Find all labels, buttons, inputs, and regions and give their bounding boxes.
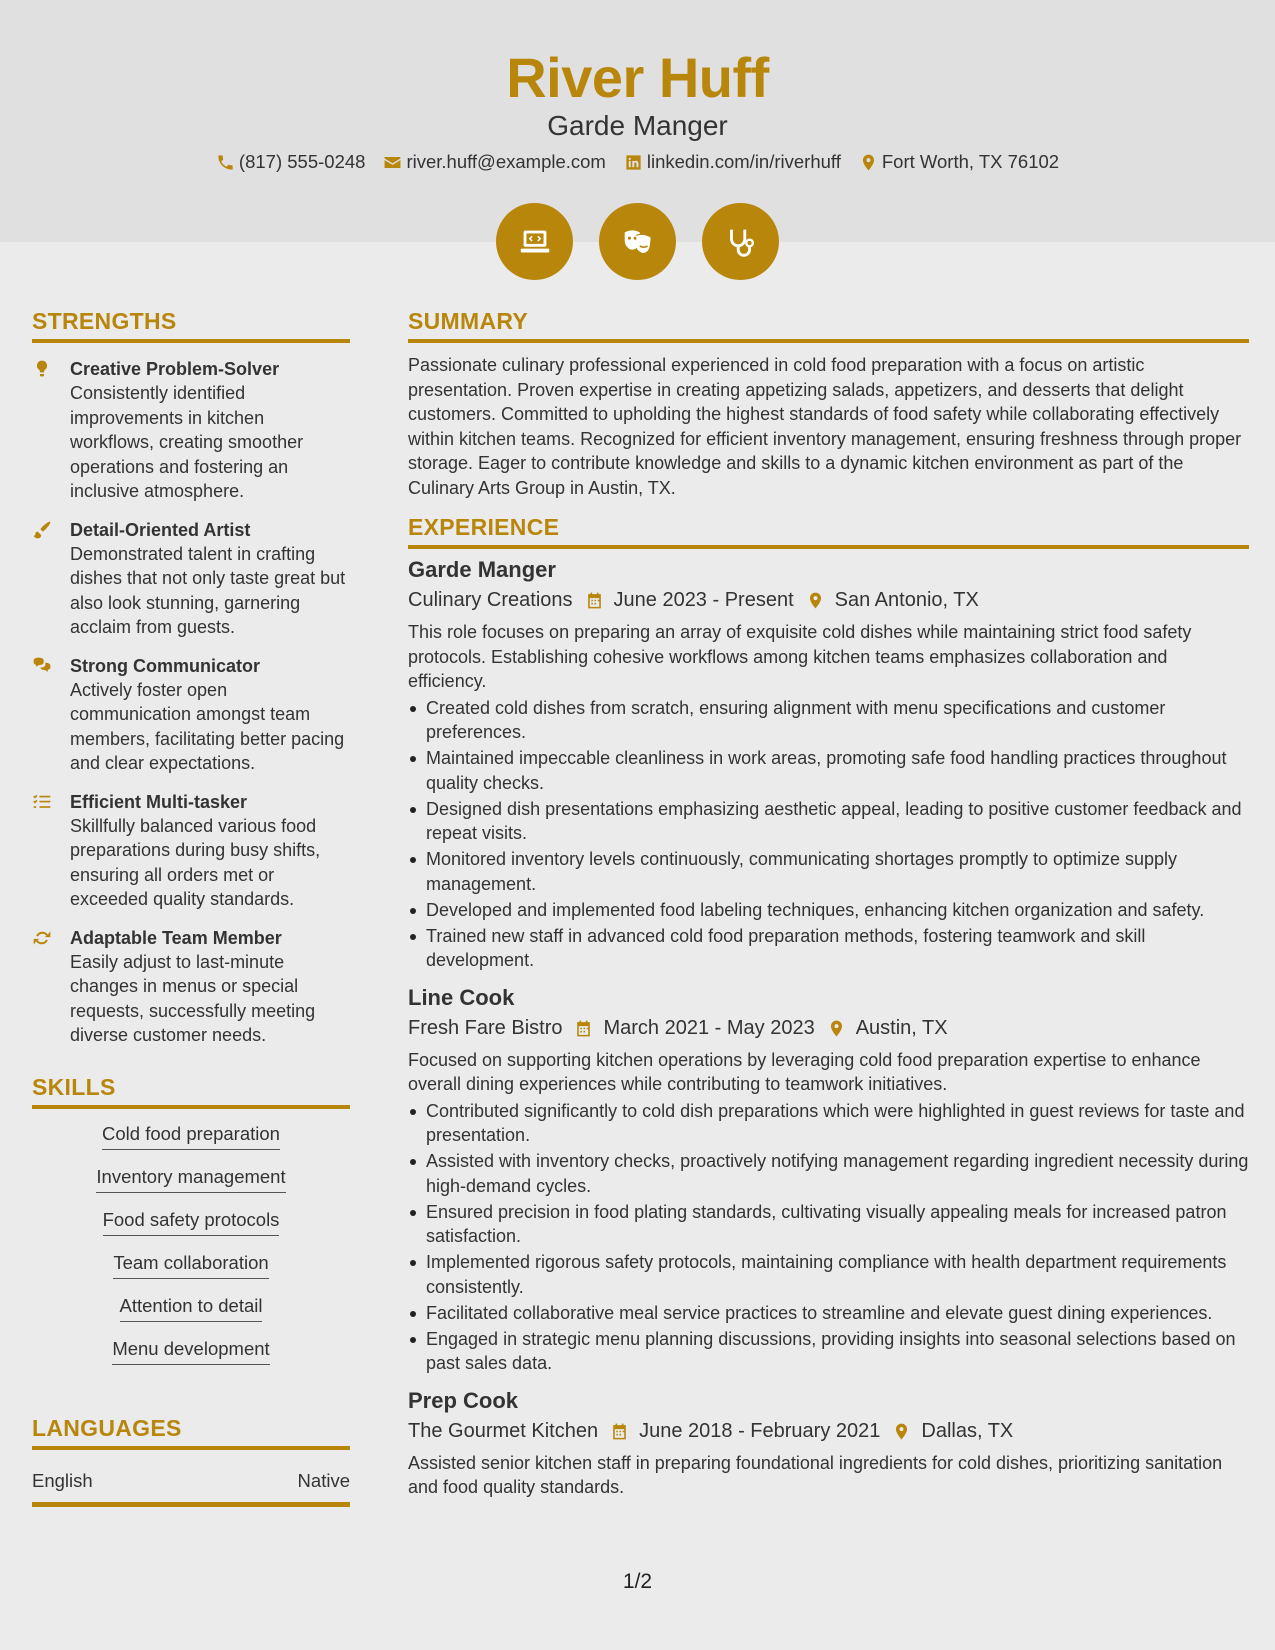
- theater-masks-icon: [599, 203, 676, 280]
- contact-linkedin-text: linkedin.com/in/riverhuff: [646, 151, 841, 172]
- strength-title: Efficient Multi-tasker: [70, 791, 248, 812]
- location-icon: [892, 1422, 911, 1441]
- strength-desc: Actively foster open communication amongst team members, facilitating better pacing and clear expectations.: [70, 679, 345, 773]
- skill-item: Attention to detail: [120, 1295, 263, 1322]
- right-column: [408, 308, 1249, 1500]
- summary-heading: SUMMARY: [408, 308, 1249, 343]
- strength-desc: Demonstrated talent in crafting dishes that not only taste great but also look stunning, garnering acclaim from guests.: [70, 543, 346, 637]
- skills-list: [32, 1123, 350, 1381]
- job-company: The Gourmet Kitchen: [408, 1419, 599, 1442]
- strength-title: Strong Communicator: [70, 655, 261, 676]
- calendar-icon: [610, 1422, 629, 1441]
- job-entry: [408, 1388, 1249, 1500]
- calendar-icon: [585, 591, 604, 610]
- skills-heading: SKILLS: [32, 1074, 350, 1109]
- job-location: San Antonio, TX: [834, 589, 979, 611]
- strength-item: [32, 357, 350, 504]
- job-dates: March 2021 - May 2023: [603, 1016, 815, 1039]
- left-column: [32, 308, 350, 1507]
- bullet-item: Contributed significantly to cold dish preparations which were highlighted in guest reviews for taste and presentation.: [408, 1099, 1249, 1148]
- calendar-icon: [574, 1019, 593, 1038]
- job-meta: [408, 1017, 1249, 1040]
- contact-phone[interactable]: [216, 151, 366, 173]
- comments-icon: [32, 656, 52, 676]
- contact-linkedin[interactable]: [624, 151, 841, 173]
- skill-item: Inventory management: [96, 1166, 285, 1193]
- contact-email[interactable]: [383, 151, 605, 173]
- summary-text: Passionate culinary professional experienced in cold food preparation with a focus on artistic presentation. Proven expertise in creating appetizing salads, appetizers, and desserts that delight customers. Committed to upholding the highest standards of food safety while collaborating effectively within kitchen teams. Recognized for efficient inventory management, ensuring freshness through proper storage. Eager to contribute knowledge and skills to a dynamic kitchen environment as part of the Culinary Arts Group in Austin, TX.: [408, 355, 1242, 498]
- bullet-item: Developed and implemented food labeling techniques, enhancing kitchen organization and safety.: [408, 898, 1249, 923]
- linkedin-icon: [624, 153, 643, 172]
- strength-desc: Skillfully balanced various food preparations during busy shifts, ensuring all orders met or exceeded quality standards.: [70, 815, 321, 909]
- bullet-item: Implemented rigorous safety protocols, maintaining compliance with health department requirements consistently.: [408, 1250, 1249, 1299]
- job-desc: Focused on supporting kitchen operations by leveraging cold food preparation expertise to enhance overall dining experiences while contributing to teamwork initiatives.: [408, 1049, 1201, 1094]
- job-meta: [408, 589, 1249, 612]
- strength-title: Creative Problem-Solver: [70, 359, 280, 379]
- strength-item: [32, 518, 350, 640]
- sync-icon: [32, 928, 52, 948]
- bullet-item: Trained new staff in advanced cold food preparation methods, fostering teamwork and skill development.: [408, 924, 1249, 973]
- bullet-item: Assisted with inventory checks, proactively notifying management regarding ingredient necessity during high-demand cycles.: [408, 1149, 1249, 1198]
- location-icon: [827, 1019, 846, 1038]
- page-number: 1/2: [622, 1570, 653, 1593]
- experience-heading: EXPERIENCE: [408, 514, 1249, 549]
- job-desc: Assisted senior kitchen staff in preparing foundational ingredients for cold dishes, prioritizing sanitation and food quality standards.: [408, 1452, 1223, 1497]
- strength-item: [32, 654, 350, 776]
- stethoscope-icon: [702, 203, 779, 280]
- strength-item: [32, 926, 350, 1048]
- contact-location-text: Fort Worth, TX 76102: [881, 151, 1060, 172]
- languages-heading: LANGUAGES: [32, 1415, 350, 1450]
- badge-row: [0, 203, 1275, 280]
- bullet-item: Maintained impeccable cleanliness in work areas, promoting safe food handling practices throughout quality checks.: [408, 746, 1249, 795]
- bullet-item: Created cold dishes from scratch, ensuring alignment with menu specifications and customer preferences.: [408, 696, 1249, 745]
- job-title: Prep Cook: [408, 1387, 519, 1413]
- contact-email-text: river.huff@example.com: [406, 151, 606, 172]
- language-row: [32, 1470, 350, 1507]
- language-level: Native: [297, 1469, 350, 1491]
- bullet-item: Engaged in strategic menu planning discussions, providing insights into seasonal selections based on past sales data.: [408, 1327, 1249, 1376]
- skill-item: Menu development: [112, 1338, 269, 1365]
- language-name: English: [32, 1469, 93, 1491]
- phone-icon: [216, 153, 235, 172]
- lightbulb-icon: [32, 359, 52, 379]
- job-location: Austin, TX: [855, 1016, 948, 1039]
- skill-item: Team collaboration: [113, 1252, 268, 1279]
- strengths-heading: STRENGTHS: [32, 308, 350, 343]
- bullet-item: Designed dish presentations emphasizing aesthetic appeal, leading to positive customer feedback and repeat visits.: [408, 797, 1249, 846]
- location-icon: [806, 591, 825, 610]
- strength-desc: Consistently identified improvements in kitchen workflows, creating smoother operations and fostering an inclusive atmosphere.: [70, 383, 304, 501]
- bullet-item: Monitored inventory levels continuously, communicating shortages promptly to optimize supply management.: [408, 847, 1249, 896]
- skill-item: Food safety protocols: [103, 1209, 280, 1236]
- contact-bar: [0, 151, 1275, 173]
- email-icon: [383, 153, 402, 172]
- job-dates: June 2023 - Present: [613, 589, 794, 611]
- job-company: Culinary Creations: [408, 589, 573, 611]
- job-entry: [408, 557, 1249, 973]
- bullet-item: Facilitated collaborative meal service practices to streamline and elevate guest dining experiences.: [408, 1301, 1249, 1326]
- candidate-title: Garde Manger: [547, 110, 728, 141]
- job-dates: June 2018 - February 2021: [639, 1419, 881, 1442]
- strength-title: Detail-Oriented Artist: [70, 519, 251, 540]
- job-entry: [408, 985, 1249, 1376]
- location-icon: [859, 153, 878, 172]
- strength-desc: Easily adjust to last-minute changes in menus or special requests, successfully meeting diverse customer needs.: [70, 951, 316, 1045]
- contact-location: [859, 151, 1059, 173]
- job-title: Line Cook: [408, 984, 515, 1010]
- laptop-code-icon: [496, 203, 573, 280]
- bullet-item: Ensured precision in food plating standards, cultivating visually appealing meals for increased patron satisfaction.: [408, 1200, 1249, 1249]
- job-bullets: [408, 1099, 1249, 1376]
- skill-item: Cold food preparation: [102, 1123, 280, 1150]
- task-list-icon: [32, 792, 52, 812]
- paintbrush-icon: [32, 520, 52, 540]
- job-company: Fresh Fare Bistro: [408, 1016, 563, 1039]
- job-bullets: [408, 696, 1249, 973]
- strength-title: Adaptable Team Member: [70, 927, 282, 948]
- candidate-name: River Huff: [506, 46, 769, 109]
- job-location: Dallas, TX: [921, 1419, 1014, 1442]
- contact-phone-text: (817) 555-0248: [238, 151, 366, 172]
- job-desc: This role focuses on preparing an array of exquisite cold dishes while maintaining strict food safety protocols. Establishing cohesive workflows among kitchen teams emphasizes collaboration and efficiency.: [408, 622, 1192, 691]
- strength-item: [32, 790, 350, 912]
- job-meta: [408, 1420, 1249, 1443]
- job-title: Garde Manger: [408, 557, 556, 582]
